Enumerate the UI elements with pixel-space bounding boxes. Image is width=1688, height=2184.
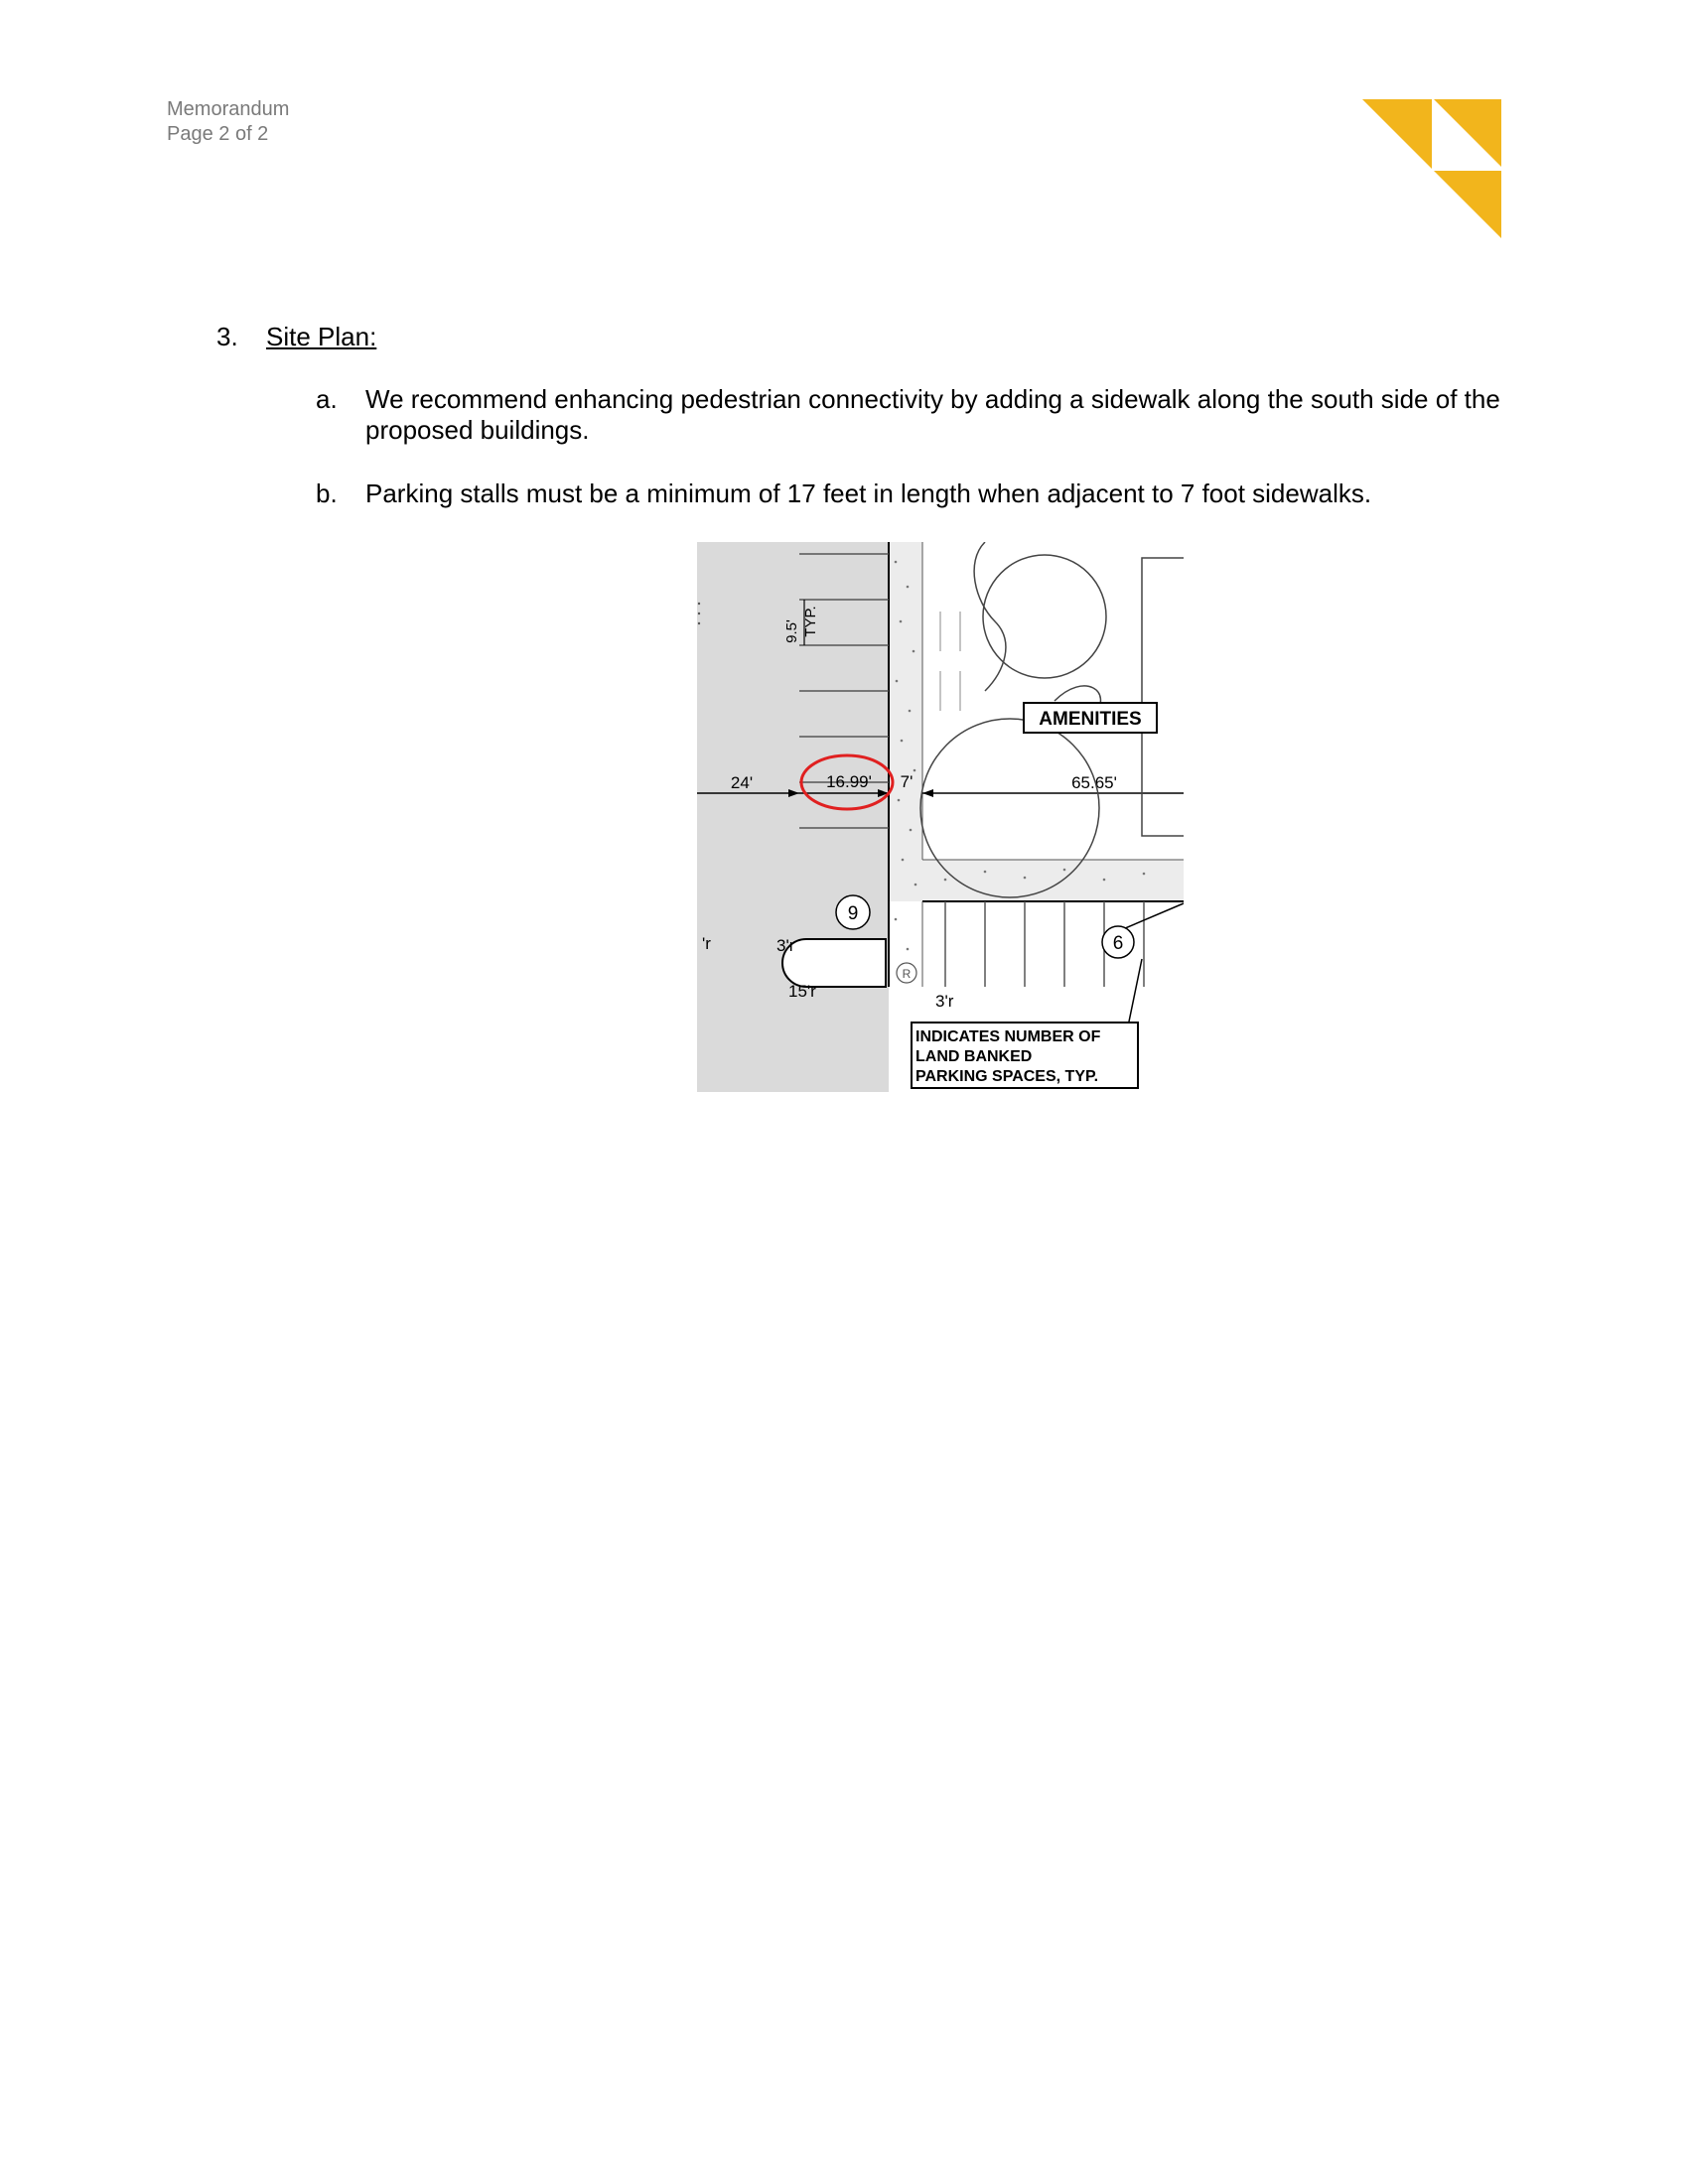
aisle-width-label: 24'	[730, 773, 754, 792]
note-line-2: LAND BANKED	[915, 1048, 1033, 1065]
site-plan-excerpt	[697, 542, 1184, 1092]
list-item	[316, 478, 1507, 509]
note-line-1: INDICATES NUMBER OF	[915, 1028, 1101, 1045]
section-heading	[216, 322, 376, 352]
list-item	[316, 384, 1507, 446]
page-header	[167, 97, 289, 147]
stall-width-label: 9.5'	[783, 619, 800, 643]
radius-label-3-bottom: 3'r	[935, 992, 954, 1011]
note-line-3: PARKING SPACES, TYP.	[915, 1068, 1099, 1085]
amenities-label: AMENITIES	[1039, 709, 1142, 730]
island-count-left: 9	[847, 903, 859, 924]
stall-length-label: 16.99'	[826, 772, 872, 791]
list-item-text: We recommend enhancing pedestrian connectivity by adding a sidewalk along the south side of the proposed buildings.	[365, 384, 1500, 445]
page-number: Page 2 of 2	[167, 123, 269, 145]
radius-label-partial: 'r	[702, 934, 711, 953]
list-item-text: Parking stalls must be a minimum of 17 feet in length when adjacent to 7 foot sidewalks.	[365, 478, 1372, 508]
company-logo	[1362, 99, 1501, 238]
radius-label-3-left: 3'r	[776, 936, 795, 955]
ramp-symbol: R	[902, 967, 912, 981]
building-dim-label: 65.65'	[1071, 773, 1117, 792]
section-number: 3.	[216, 322, 238, 351]
sidewalk-width-label: 7'	[900, 772, 914, 791]
document-type: Memorandum	[167, 98, 290, 120]
section-title: Site Plan:	[266, 322, 377, 351]
island-count-right: 6	[1112, 933, 1124, 954]
list-item-label: a.	[316, 384, 338, 414]
radius-label-15: 15'r	[788, 982, 816, 1001]
list-item-label: b.	[316, 478, 338, 508]
stall-width-note: TYP.	[802, 606, 819, 637]
